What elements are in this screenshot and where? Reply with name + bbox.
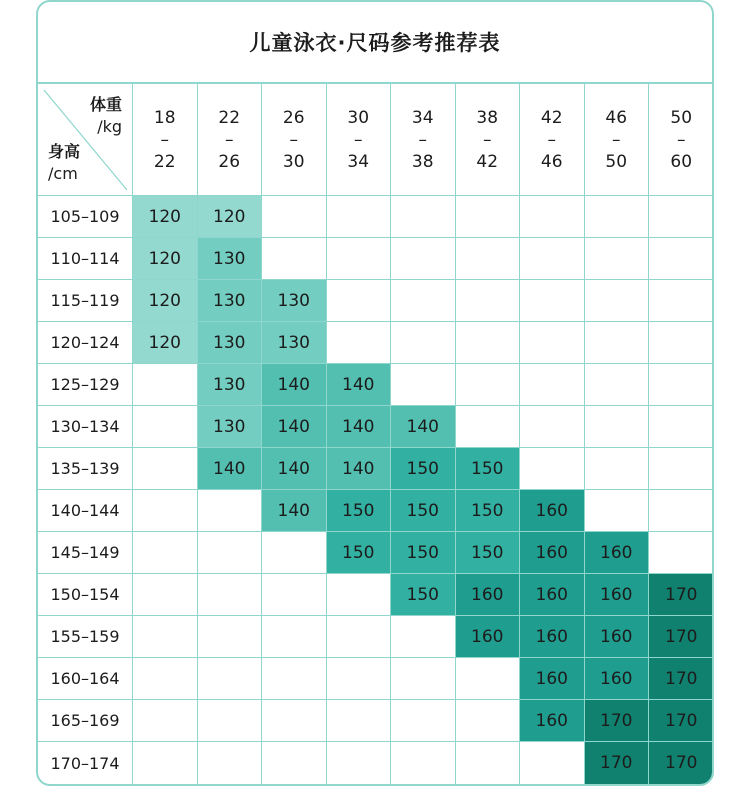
empty-cell	[585, 238, 650, 280]
size-cell: 170	[649, 742, 714, 784]
height-range: 125–129	[38, 364, 133, 406]
size-cell: 160	[520, 574, 585, 616]
empty-cell	[133, 616, 198, 658]
weight-range-to: 22	[153, 151, 176, 172]
size-cell: 120	[133, 280, 198, 322]
empty-cell	[585, 196, 650, 238]
weight-range-from: 42	[540, 107, 563, 128]
empty-cell	[649, 196, 714, 238]
size-cell: 160	[520, 700, 585, 742]
size-cell: 140	[198, 448, 263, 490]
empty-cell	[520, 406, 585, 448]
empty-cell	[327, 322, 392, 364]
height-range: 115–119	[38, 280, 133, 322]
size-cell: 120	[133, 238, 198, 280]
size-cell: 120	[133, 322, 198, 364]
empty-cell	[327, 280, 392, 322]
empty-cell	[133, 490, 198, 532]
empty-cell	[262, 742, 327, 784]
empty-cell	[649, 448, 714, 490]
empty-cell	[456, 364, 521, 406]
size-cell: 130	[198, 322, 263, 364]
weight-header	[262, 84, 327, 196]
weight-header	[649, 84, 714, 196]
size-cell: 150	[391, 490, 456, 532]
empty-cell	[262, 196, 327, 238]
empty-cell	[391, 238, 456, 280]
empty-cell	[327, 658, 392, 700]
size-cell: 160	[585, 616, 650, 658]
size-cell: 130	[198, 406, 263, 448]
weight-header	[456, 84, 521, 196]
size-cell: 160	[520, 490, 585, 532]
weight-header	[520, 84, 585, 196]
weight-range-to: 26	[218, 151, 241, 172]
empty-cell	[133, 700, 198, 742]
weight-label: 体重	[89, 95, 122, 114]
empty-cell	[391, 196, 456, 238]
height-range: 155–159	[38, 616, 133, 658]
size-cell: 130	[262, 322, 327, 364]
empty-cell	[520, 238, 585, 280]
weight-range-to: 38	[411, 151, 434, 172]
size-cell: 140	[262, 490, 327, 532]
size-table	[38, 84, 714, 784]
empty-cell	[262, 700, 327, 742]
size-cell: 170	[649, 700, 714, 742]
size-cell: 160	[456, 574, 521, 616]
weight-range-to: 50	[605, 151, 628, 172]
empty-cell	[456, 280, 521, 322]
empty-cell	[198, 574, 263, 616]
empty-cell	[327, 238, 392, 280]
height-range: 170–174	[38, 742, 133, 784]
empty-cell	[391, 364, 456, 406]
weight-range-to: 60	[670, 151, 693, 172]
weight-range-dash: –	[160, 129, 169, 150]
weight-range-from: 38	[476, 107, 499, 128]
empty-cell	[649, 280, 714, 322]
empty-cell	[585, 364, 650, 406]
weight-range-from: 22	[218, 107, 241, 128]
empty-cell	[649, 238, 714, 280]
weight-unit: /kg	[97, 117, 122, 136]
size-cell: 140	[327, 364, 392, 406]
empty-cell	[262, 238, 327, 280]
size-cell: 140	[262, 364, 327, 406]
weight-range-from: 34	[411, 107, 434, 128]
empty-cell	[327, 196, 392, 238]
empty-cell	[133, 364, 198, 406]
weight-axis-label	[90, 94, 122, 138]
empty-cell	[649, 322, 714, 364]
weight-range-dash: –	[418, 129, 427, 150]
empty-cell	[391, 322, 456, 364]
height-range: 110–114	[38, 238, 133, 280]
empty-cell	[456, 196, 521, 238]
empty-cell	[585, 406, 650, 448]
size-cell: 150	[391, 532, 456, 574]
height-label: 身高	[48, 142, 81, 161]
empty-cell	[649, 406, 714, 448]
empty-cell	[327, 742, 392, 784]
weight-header	[327, 84, 392, 196]
empty-cell	[456, 238, 521, 280]
weight-range-dash: –	[612, 129, 621, 150]
empty-cell	[585, 490, 650, 532]
empty-cell	[327, 616, 392, 658]
height-range: 140–144	[38, 490, 133, 532]
size-cell: 130	[198, 364, 263, 406]
weight-range-from: 46	[605, 107, 628, 128]
weight-range-dash: –	[354, 129, 363, 150]
empty-cell	[133, 406, 198, 448]
height-range: 145–149	[38, 532, 133, 574]
empty-cell	[520, 196, 585, 238]
empty-cell	[649, 364, 714, 406]
empty-cell	[391, 658, 456, 700]
size-cell: 160	[585, 532, 650, 574]
weight-range-dash: –	[289, 129, 298, 150]
size-cell: 160	[585, 658, 650, 700]
size-cell: 140	[327, 406, 392, 448]
empty-cell	[649, 532, 714, 574]
height-range: 160–164	[38, 658, 133, 700]
size-cell: 140	[327, 448, 392, 490]
weight-range-dash: –	[547, 129, 556, 150]
size-cell: 150	[456, 532, 521, 574]
height-range: 135–139	[38, 448, 133, 490]
size-cell: 150	[391, 574, 456, 616]
empty-cell	[391, 616, 456, 658]
height-axis-label	[48, 141, 80, 185]
empty-cell	[262, 658, 327, 700]
weight-header	[133, 84, 198, 196]
height-range: 150–154	[38, 574, 133, 616]
height-range: 120–124	[38, 322, 133, 364]
weight-header	[391, 84, 456, 196]
weight-range-from: 18	[153, 107, 176, 128]
weight-header	[198, 84, 263, 196]
size-cell: 130	[198, 280, 263, 322]
empty-cell	[198, 700, 263, 742]
size-cell: 170	[585, 742, 650, 784]
empty-cell	[327, 700, 392, 742]
weight-range-to: 30	[282, 151, 305, 172]
empty-cell	[133, 742, 198, 784]
height-range: 130–134	[38, 406, 133, 448]
size-cell: 120	[133, 196, 198, 238]
size-cell: 170	[649, 574, 714, 616]
size-cell: 150	[456, 490, 521, 532]
empty-cell	[391, 280, 456, 322]
size-cell: 150	[327, 490, 392, 532]
weight-range-to: 46	[540, 151, 563, 172]
size-cell: 150	[456, 448, 521, 490]
empty-cell	[649, 490, 714, 532]
size-cell: 160	[520, 616, 585, 658]
empty-cell	[198, 490, 263, 532]
size-cell: 140	[262, 448, 327, 490]
weight-range-from: 50	[670, 107, 693, 128]
weight-range-dash: –	[225, 129, 234, 150]
empty-cell	[456, 322, 521, 364]
empty-cell	[198, 532, 263, 574]
empty-cell	[456, 658, 521, 700]
weight-range-dash: –	[483, 129, 492, 150]
empty-cell	[133, 448, 198, 490]
empty-cell	[585, 448, 650, 490]
size-cell: 150	[391, 448, 456, 490]
size-cell: 170	[585, 700, 650, 742]
size-cell: 150	[327, 532, 392, 574]
empty-cell	[520, 742, 585, 784]
weight-range-dash: –	[677, 129, 686, 150]
empty-cell	[520, 280, 585, 322]
empty-cell	[585, 280, 650, 322]
weight-range-from: 26	[282, 107, 305, 128]
size-cell: 120	[198, 196, 263, 238]
empty-cell	[262, 574, 327, 616]
height-range: 105–109	[38, 196, 133, 238]
empty-cell	[327, 574, 392, 616]
empty-cell	[262, 616, 327, 658]
size-cell: 160	[456, 616, 521, 658]
chart-title: 儿童泳衣·尺码参考推荐表	[38, 2, 712, 84]
empty-cell	[262, 532, 327, 574]
empty-cell	[198, 658, 263, 700]
empty-cell	[520, 448, 585, 490]
corner-header	[38, 84, 133, 196]
size-chart-card	[36, 0, 714, 786]
size-cell: 160	[520, 658, 585, 700]
weight-header	[585, 84, 650, 196]
size-cell: 140	[391, 406, 456, 448]
empty-cell	[456, 406, 521, 448]
empty-cell	[133, 574, 198, 616]
weight-range-to: 34	[347, 151, 370, 172]
empty-cell	[133, 532, 198, 574]
size-cell: 130	[262, 280, 327, 322]
size-cell: 160	[585, 574, 650, 616]
height-unit: /cm	[48, 164, 78, 183]
empty-cell	[391, 700, 456, 742]
empty-cell	[456, 700, 521, 742]
empty-cell	[456, 742, 521, 784]
size-cell: 170	[649, 616, 714, 658]
empty-cell	[391, 742, 456, 784]
size-cell: 130	[198, 238, 263, 280]
empty-cell	[585, 322, 650, 364]
empty-cell	[133, 658, 198, 700]
empty-cell	[520, 364, 585, 406]
height-range: 165–169	[38, 700, 133, 742]
size-cell: 160	[520, 532, 585, 574]
empty-cell	[520, 322, 585, 364]
size-cell: 140	[262, 406, 327, 448]
empty-cell	[198, 616, 263, 658]
weight-range-to: 42	[476, 151, 499, 172]
empty-cell	[198, 742, 263, 784]
weight-range-from: 30	[347, 107, 370, 128]
size-cell: 170	[649, 658, 714, 700]
